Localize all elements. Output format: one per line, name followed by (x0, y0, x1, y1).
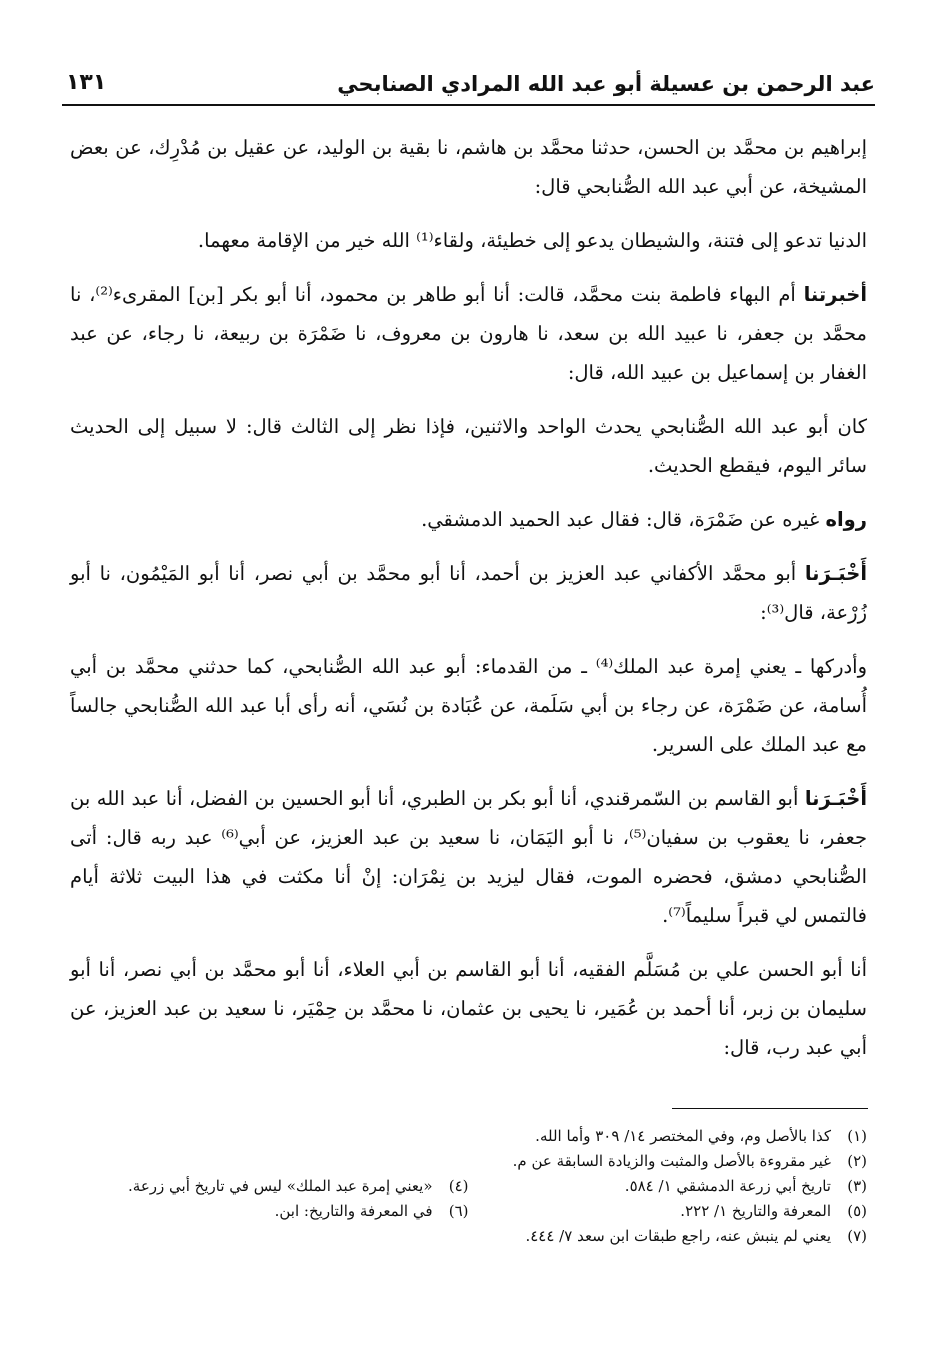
paragraph (70, 779, 867, 935)
footnote-2 (513, 1149, 867, 1174)
footnote-row (70, 1174, 867, 1199)
footnote-row (70, 1124, 867, 1149)
paragraph-text: الدنيا تدعو إلى فتنة، والشيطان يدعو إلى خطيئة، ولقاء⁽¹⁾ الله خير من الإقامة معهما. (197, 229, 867, 252)
footnote-text: في المعرفة والتاريخ: ابن. (274, 1202, 433, 1220)
paragraph-lead: رواه (825, 508, 867, 531)
footnote-text: «يعني إمرة عبد الملك» ليس في تاريخ أبي زرعة. (128, 1177, 433, 1195)
paragraph-lead: أخبرتنا (803, 283, 868, 306)
footnote-5 (469, 1199, 868, 1224)
footnote-text: تاريخ أبي زرعة الدمشقي ١/ ٥٨٤. (624, 1177, 831, 1195)
paragraph-text: وأدركها ـ يعني إمرة عبد الملك⁽⁴⁾ ـ من القدماء: أبو عبد الله الصُّنابحي، كما حدثني محمَّد بن أبي أُسامة، عن ضَمْرَة، عن رجاء بن أبي سَلَمة، عن عُبَادة بن نُسَي، أنه رأى أبا عبد الله الصُّنابحي جالساً مع عبد الملك على السرير. (70, 655, 868, 756)
footnote-7 (525, 1224, 867, 1249)
footnote-6 (70, 1199, 469, 1224)
footnote-separator (672, 1108, 868, 1109)
footnote-text: يعني لم ينبش عنه، راجع طبقات ابن سعد ٧/ ٤٤٤. (525, 1227, 831, 1245)
paragraph-text: أبو القاسم بن السّمرقندي، أنا أبو بكر بن الطبري، أنا أبو الحسين بن الفضل، أنا عبد الله بن جعفر، نا يعقوب بن سفيان⁽⁵⁾، نا أبو اليَمَان، نا سعيد بن عبد العزيز، عن أبي⁽⁶⁾ عبد ربه قال: أتى الصُّنابحي دمشق، فحضره الموت، فقال ليزيد بن نِمْرَان: إنْ أنا مكثت في هذا البيت ثلاثة أيام فالتمس لي قبراً سليماً⁽⁷⁾. (70, 787, 867, 927)
footnote-row (70, 1224, 867, 1249)
paragraph (70, 647, 867, 764)
footnote-number: (١) (847, 1127, 867, 1145)
paragraph-text: أم البهاء فاطمة بنت محمَّد، قالت: أنا أبو طاهر بن محمود، أنا أبو بكر [بن] المقرىء⁽²⁾، نا محمَّد بن جعفر، نا عبيد الله بن سعد، نا هارون بن معروف، نا ضَمْرَة بن ربيعة، نا رجاء، عن عبد الغفار بن إسماعيل بن عبيد الله، قال: (70, 283, 867, 384)
paragraph-lead: أَخْبَـرَنا (804, 787, 867, 810)
paragraph-text: أنا أبو الحسن علي بن مُسَلَّم الفقيه، أنا أبو القاسم بن أبي العلاء، أنا أبو محمَّد بن أبي نصر، أنا أبو سليمان بن زبر، أنا أحمد بن عُمَير، نا يحيى بن عثمان، نا محمَّد بن حِمْيَر، نا سعيد بن عبد العزيز، عن أبي عبد رب، قال: (70, 958, 867, 1059)
paragraph-lead: أَخْبَـرَنا (804, 562, 867, 585)
header-title: عبد الرحمن بن عسيلة أبو عبد الله المرادي الصنابحي (337, 72, 875, 96)
footnote-1 (535, 1124, 867, 1149)
running-header (62, 64, 875, 106)
main-text (70, 128, 867, 1082)
footnote-text: كذا بالأصل وم، وفي المختصر ١٤/ ٣٠٩ وأما الله. (535, 1127, 831, 1145)
paragraph (70, 221, 867, 260)
paragraph-text: أبو محمَّد الأكفاني عبد العزيز بن أحمد، أنا أبو محمَّد بن أبي نصر، أنا أبو المَيْمُون، نا أبو زُرْعة، قال⁽³⁾: (70, 562, 867, 624)
footnote-row (70, 1149, 867, 1174)
paragraph (70, 128, 867, 206)
paragraph-text: غيره عن ضَمْرَة، قال: فقال عبد الحميد الدمشقي. (421, 508, 826, 531)
footnote-number: (٥) (847, 1202, 867, 1220)
footnote-3 (469, 1174, 868, 1199)
footnote-text: غير مقروءة بالأصل والمثبت والزيادة السابقة عن م. (512, 1152, 831, 1170)
paragraph (70, 554, 867, 632)
footnote-number: (٢) (847, 1152, 867, 1170)
paragraph (70, 500, 867, 539)
footnotes (70, 1124, 867, 1249)
footnote-number: (٤) (448, 1177, 469, 1195)
footnote-number: (٧) (847, 1227, 867, 1245)
footnote-number: (٣) (847, 1177, 867, 1195)
footnote-4 (70, 1174, 469, 1199)
paragraph (70, 275, 867, 392)
footnote-number: (٦) (448, 1202, 469, 1220)
paragraph-text: كان أبو عبد الله الصُّنابحي يحدث الواحد والاثنين، فإذا نظر إلى الثالث قال: لا سبيل إلى الحديث سائر اليوم، فيقطع الحديث. (70, 415, 867, 477)
paragraph (70, 950, 867, 1067)
footnote-row (70, 1199, 867, 1224)
paragraph-text: إبراهيم بن محمَّد بن الحسن، حدثنا محمَّد بن هاشم، نا بقية بن الوليد، عن عقيل بن مُدْرِك، عن بعض المشيخة، عن أبي عبد الله الصُّنابحي قال: (70, 136, 867, 198)
footnote-text: المعرفة والتاريخ ١/ ٢٢٢. (680, 1202, 831, 1220)
page-number: ١٣١ (66, 70, 107, 95)
paragraph (70, 407, 867, 485)
